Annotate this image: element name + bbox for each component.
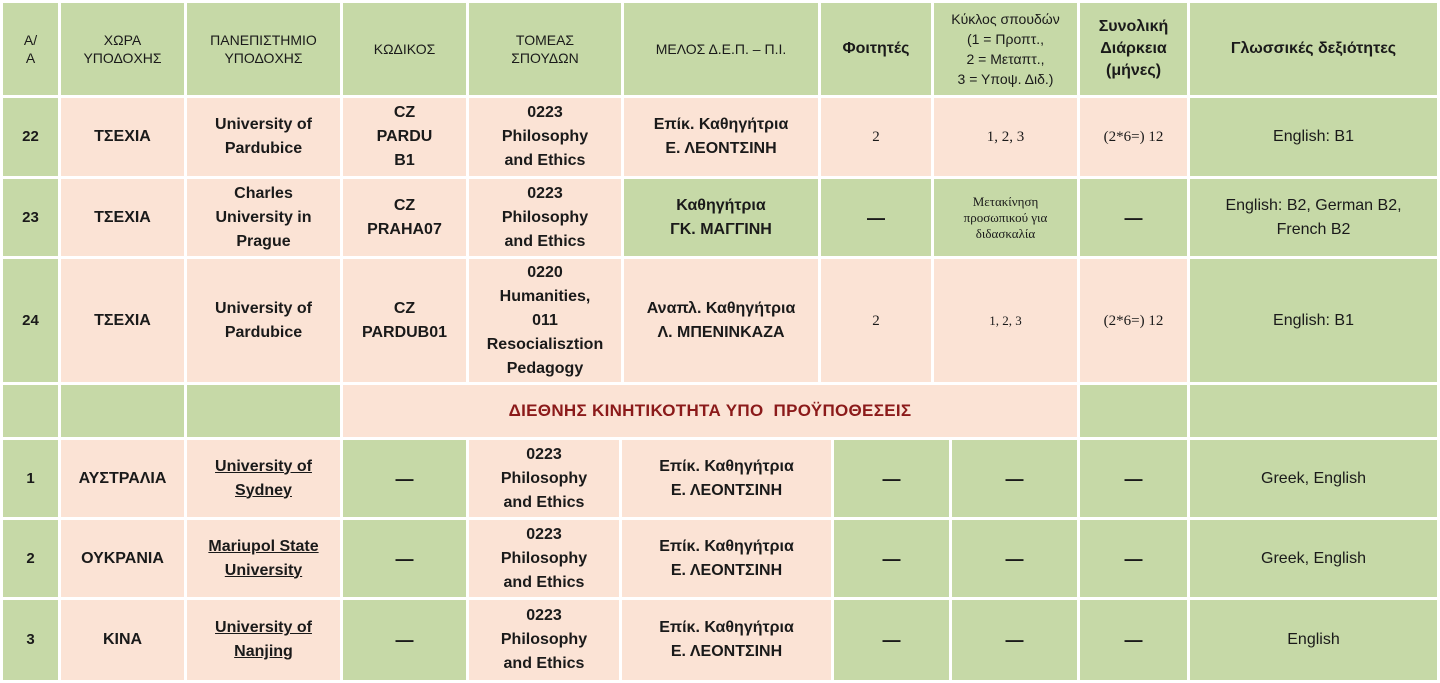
member-cell: Επίκ. Καθηγήτρια Ε. ΛΕΟΝΤΣΙΝΗ	[624, 98, 818, 176]
member-cell: Επίκ. Καθηγήτρια Ε. ΛΕΟΝΤΣΙΝΗ	[622, 520, 831, 597]
country-cell: ΤΣΕΧΙΑ	[61, 179, 184, 256]
banner-spacer	[61, 385, 184, 437]
students-cell: —	[821, 179, 931, 256]
field-cell: 0223 Philosophy and Ethics	[469, 520, 619, 597]
country-cell: ΤΣΕΧΙΑ	[61, 98, 184, 176]
duration-cell: —	[1080, 179, 1187, 256]
header-field: ΤΟΜΕΑΣ ΣΠΟΥΔΩΝ	[469, 3, 621, 95]
university-cell: University of Pardubice	[187, 259, 340, 382]
member-cell: Καθηγήτρια ΓΚ. ΜΑΓΓΙΝΗ	[624, 179, 818, 256]
country-cell: ΟΥΚΡΑΝΙΑ	[61, 520, 184, 597]
banner-spacer	[1190, 385, 1437, 437]
university-link[interactable]: University of Nanjing	[187, 600, 340, 680]
row-number: 22	[3, 98, 58, 176]
code-cell: CZ PARDUB01	[343, 259, 466, 382]
code-cell: —	[343, 520, 466, 597]
cycle-cell: —	[952, 600, 1077, 680]
students-cell: 2	[821, 98, 931, 176]
university-link[interactable]: University of Sydney	[187, 440, 340, 517]
banner-spacer	[3, 385, 58, 437]
languages-cell: Greek, English	[1190, 440, 1437, 517]
cycle-cell: Μετακίνηση προσωπικού για διδασκαλία	[934, 179, 1077, 256]
field-cell: 0223 Philosophy and Ethics	[469, 600, 619, 680]
university-cell: University of Pardubice	[187, 98, 340, 176]
cycle-cell: 1, 2, 3	[934, 259, 1077, 382]
country-cell: ΑΥΣΤΡΑΛΙΑ	[61, 440, 184, 517]
field-cell: 0223 Philosophy and Ethics	[469, 440, 619, 517]
row-number: 24	[3, 259, 58, 382]
students-cell: —	[834, 440, 949, 517]
header-duration: Συνολική Διάρκεια (μήνες)	[1080, 3, 1187, 95]
languages-cell: Greek, English	[1190, 520, 1437, 597]
row-number: 1	[3, 440, 58, 517]
row-number: 23	[3, 179, 58, 256]
header-aa: Α/ Α	[3, 3, 58, 95]
country-cell: ΤΣΕΧΙΑ	[61, 259, 184, 382]
field-cell: 0220 Humanities, 011 Resocialisztion Pedagogy	[469, 259, 621, 382]
languages-cell: English: B2, German B2, French B2	[1190, 179, 1437, 256]
member-cell: Επίκ. Καθηγήτρια Ε. ΛΕΟΝΤΣΙΝΗ	[622, 600, 831, 680]
header-code: ΚΩΔΙΚΟΣ	[343, 3, 466, 95]
field-cell: 0223 Philosophy and Ethics	[469, 179, 621, 256]
code-cell: CZ PRAHA07	[343, 179, 466, 256]
languages-cell: English	[1190, 600, 1437, 680]
header-students: Φοιτητές	[821, 3, 931, 95]
country-cell: ΚΙΝΑ	[61, 600, 184, 680]
banner-spacer	[187, 385, 340, 437]
code-cell: —	[343, 600, 466, 680]
cycle-cell: 1, 2, 3	[934, 98, 1077, 176]
duration-cell: —	[1080, 440, 1187, 517]
duration-cell: (2*6=) 12	[1080, 259, 1187, 382]
languages-cell: English: B1	[1190, 98, 1437, 176]
banner-spacer	[1080, 385, 1187, 437]
section-title: ΔΙΕΘΝΗΣ ΚΙΝΗΤΙΚΟΤΗΤΑ ΥΠΟ ΠΡΟΫΠΟΘΕΣΕΙΣ	[343, 385, 1077, 437]
university-link[interactable]: Mariupol State University	[187, 520, 340, 597]
duration-cell: (2*6=) 12	[1080, 98, 1187, 176]
students-cell: 2	[821, 259, 931, 382]
header-country: ΧΩΡΑ ΥΠΟΔΟΧΗΣ	[61, 3, 184, 95]
row-number: 3	[3, 600, 58, 680]
cycle-cell: —	[952, 520, 1077, 597]
duration-cell: —	[1080, 520, 1187, 597]
header-cycle: Κύκλος σπουδών (1 = Προπτ., 2 = Μεταπτ., 3 = Υποψ. Διδ.)	[934, 3, 1077, 95]
duration-cell: —	[1080, 600, 1187, 680]
field-cell: 0223 Philosophy and Ethics	[469, 98, 621, 176]
students-cell: —	[834, 520, 949, 597]
member-cell: Αναπλ. Καθηγήτρια Λ. ΜΠΕΝΙΝΚΑΖΑ	[624, 259, 818, 382]
header-languages: Γλωσσικές δεξιότητες	[1190, 3, 1437, 95]
header-university: ΠΑΝΕΠΙΣΤΗΜΙΟ ΥΠΟΔΟΧΗΣ	[187, 3, 340, 95]
row-number: 2	[3, 520, 58, 597]
member-cell: Επίκ. Καθηγήτρια Ε. ΛΕΟΝΤΣΙΝΗ	[622, 440, 831, 517]
students-cell: —	[834, 600, 949, 680]
code-cell: CZ PARDU B1	[343, 98, 466, 176]
header-member: ΜΕΛΟΣ Δ.Ε.Π. – Π.Ι.	[624, 3, 818, 95]
code-cell: —	[343, 440, 466, 517]
cycle-cell: —	[952, 440, 1077, 517]
languages-cell: English: B1	[1190, 259, 1437, 382]
university-cell: Charles University in Prague	[187, 179, 340, 256]
